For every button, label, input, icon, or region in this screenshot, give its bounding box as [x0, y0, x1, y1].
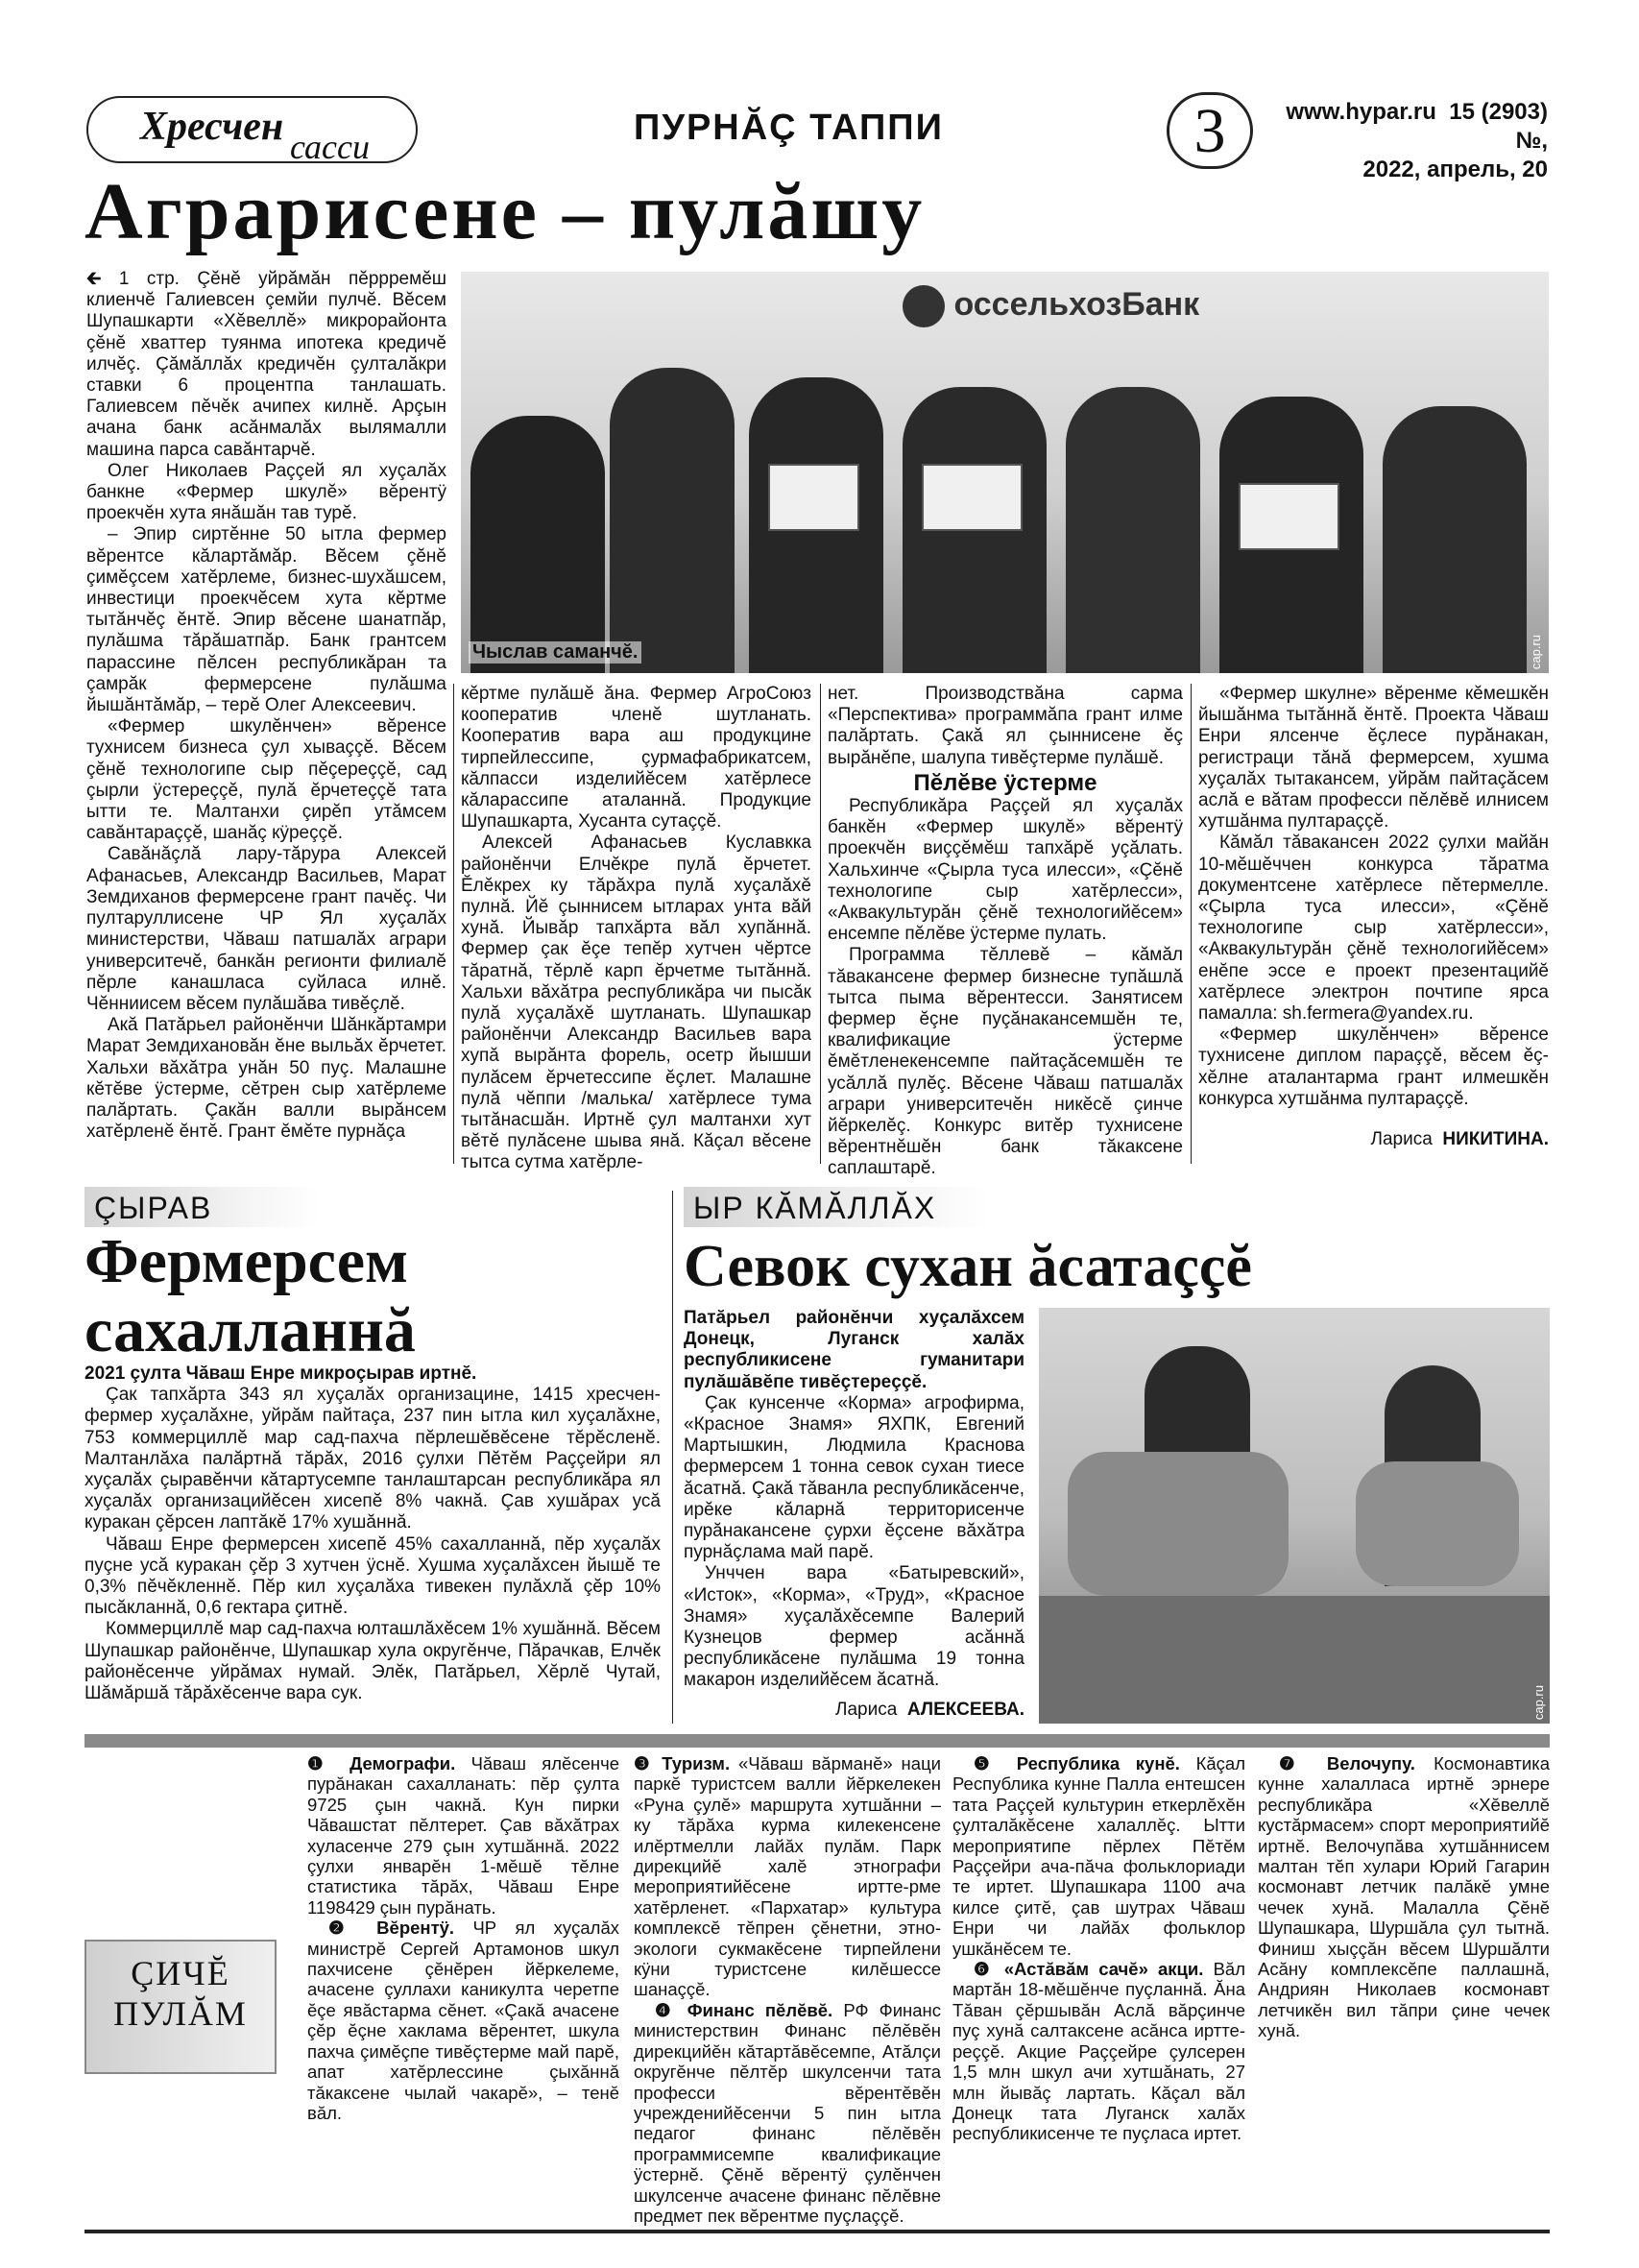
bank-logo-icon: [903, 285, 945, 327]
list-item: ❷ Вĕрентÿ. ЧР ял хуçалăх министрĕ Сергей Артамонов шкул пахчисене çĕнĕрен йĕркелеме, ачасене çуллахи каникулта черетпе ĕçе явăстарма сĕнет. «Çакă ачасене çĕр ĕçне хаклама вĕрентет, шкула пахча çимĕçпе тивĕçтерме май парĕ, апат хатĕрлессине çыхăннă тăкаксене чылай чакарĕ», – тенĕ вăл.: [307, 1918, 620, 2123]
article3-rubric: ЫР КĂМĂЛЛĂХ: [684, 1187, 991, 1227]
section-divider: [84, 1734, 1550, 1748]
bottom-rule: [84, 2230, 1550, 2233]
person-silhouette: [1066, 387, 1200, 673]
list-item: ❸ Туризм. «Чăваш вăрманĕ» наци паркĕ туристсем валли йĕркелекен «Руна çулĕ» маршрута хутшăнни – ку тăрăха курма килекенсене илĕртмелли лайăх пулăм. Парк дирекцийĕ халĕ этнографи мероприятийĕсене иртте-рме хатĕрленет. «Пархатар» культура комплексĕ тĕпрен çĕнетни, этно-экологи сукмакĕсене тирпейлени кÿни туристсене килĕшессе шанаççĕ.: [634, 1753, 941, 2000]
certificate: [1239, 483, 1339, 550]
person-silhouette: [1383, 406, 1527, 673]
issue-number: 15 (2903) №,: [1449, 99, 1548, 154]
column-rule: [672, 1191, 673, 1724]
article1-p2: Олег Николаев Раççей ял хуçалăх банкне «Фермер шкулĕ» вĕрентÿ проекчĕн хута янăшăн тав турĕ.: [86, 460, 446, 524]
pulse-col2: [634, 1753, 941, 2224]
article2-lead: 2021 çулта Чăваш Енре микроçырав иртнĕ.: [84, 1363, 477, 1384]
article1-signature: Лариса НИКИТИНА.: [1370, 1129, 1549, 1150]
arrow-left-icon: 🡰: [86, 269, 119, 289]
masthead-logo: [86, 96, 418, 166]
photo-caption: Чыслав саманчĕ.: [469, 641, 641, 664]
page-number: 3: [1167, 92, 1253, 169]
site-url: www.hypar.ru: [1286, 99, 1436, 125]
section-title: ПУРНĂÇ ТАППИ: [634, 108, 944, 148]
column-rule: [453, 684, 454, 1164]
article3-title: Севок сухан ăсатаççĕ: [684, 1234, 1252, 1299]
article2-rubric: ÇЫРАВ: [84, 1187, 320, 1227]
article1-p1: 🡰 1 стр. Çĕнĕ уйрăмăн пĕррремĕш клиенчĕ Галиевсен çемйи пулчĕ. Вĕсем Шупашкарти «Хĕвеллĕ» микрорайонта çĕнĕ хваттер туянма ипотека кредичĕ илчĕç. Çăмăллăх кредичĕн çулталăкри ставки 6 процентпа танлашать. Галиевсем пĕчĕк ачипех килнĕ. Арçын ачана банк асăнмалăх вылямалли машина парса савăнтарчĕ.: [86, 269, 447, 460]
issue-date: 2022, апрель, 20: [1362, 157, 1548, 182]
column-rule: [820, 684, 821, 1164]
article1-photo: [461, 272, 1549, 673]
certificate: [768, 464, 859, 531]
article2-body: 2021 çулта Чăваш Енре микроçырав иртнĕ. Çак тапхăрта 343 ял хуçалăх организацине, 1415 хресчен-фермер хуçалăхне, уйрăм пайтаçа, 237 пин ытла кил хуçалăхне, 753 коммерциллĕ мар сад-пахча пĕрлешĕвĕсене тĕрĕсленĕ. Малтанлăха палăртнă тăрăх, 2016 çулхи Пĕтĕм Раççейри ял хуçалăх çыравĕнчи кăтартусемпе танлаштарсан республикăра ял хуçалăх организацийĕсен хисепĕ 8% чакнă. Çав хушăрах усă куракан çĕрсен лаптăкĕ 17% хушăннă. Чăваш Енре фермерсен хисепĕ 45% сахалланнă, пĕр хуçалăх пуçне усă куракан çĕр 3 хутчен ÿснĕ. Хушма хуçалăхсен йышĕ те 0,3% пĕчĕкленнĕ. Пĕр кил хуçалăха тивекен пулăхлă çĕр 10% пысăкланнă, 0,6 гектара çитнĕ. Коммерциллĕ мар сад-пахча юлташлăхĕсем 1% хушăннă. Вĕсем Шупашкар районĕнче, Шупашкар хула округĕнче, Пăрачкав, Елчĕк районĕсенче уйрăмах нумай. Элĕк, Патăрьел, Хĕрлĕ Чутай, Шăмăршă тăрăхĕсенче вара сук.: [84, 1363, 661, 1704]
article1-p6: Акă Патăрьел районĕнчи Шăнкăртамри Марат Земдихановăн ĕне выльăх ĕрчетет. Хальхи вăхăтра унăн 50 пуç. Малашне кĕтĕве ÿстерме, сĕтрен сыр хатĕрлеме палăртать. Çакăн валли вырăнсем хатĕрленĕ ĕнтĕ. Грант ĕмĕте пурнăçа: [86, 1015, 446, 1143]
logo-main: Хресчен: [140, 105, 284, 149]
list-item: ❻ «Астăвăм сачĕ» акци. Вăл мартăн 18-мĕшĕнче пуçланнă. Ăна Тăван çĕршывăн Аслă вăрçинче пуç хунă салтаксене асăнса иртте-реççĕ. Акцие Раççейре çулсерен 1,5 млн шкул ачи хутшăнать, 27 млн йывăç лартать. Кăçал вăл Донецк тата Луганск халăх республикисенче те пуçласа иртет.: [952, 1959, 1245, 2144]
pulse-col4: [1258, 1753, 1550, 2224]
article3-body: Патăрьел районĕнчи хуçалăхсем Донецк, Луганск халăх республикисене гуманитари пулăшăвĕпе тивĕçтереççĕ. Çак кунсенче «Корма» агрофирма, «Красное Знамя» ЯХПК, Евгений Мартышкин, Людмила Краснова фермерсем 1 тонна севок сухан тиесе ăсатнă. Çакă тăванла республикăсенче, ирĕке кăларнă территорисенче пурăнакансене çурхи ĕçсене вăхăтра пурнăçлама май парĕ. Унччен вара «Батыревский», «Исток», «Корма», «Труд», «Красное Знамя» хуçалăхĕсемпе Валерий Кузнецов фермер асăннă республикăсене пулăшма 19 тонна макарон изделийĕсем ăсатнă. Лариса АЛЕКСЕЕВА.: [684, 1308, 1024, 1720]
onion-sacks-floor: [1039, 1596, 1550, 1724]
onion-sack: [1356, 1461, 1519, 1586]
list-item: ❹ Финанс пĕлĕвĕ. РФ Финанс министерствин Финанс пĕлĕвĕн дирекцийĕн кăтартăвĕсемпе, Атăлçи округĕнче пĕлтĕр шкулсенчи тата професси вĕрентĕвĕн учрежденийĕсенчи 5 пин ытла педагог финанс пĕлĕвĕн программисемпе квалификацие ÿстернĕ. Çĕнĕ вĕрентÿ çулĕнчен шкулсенче ачасене финанс пĕлĕвне предмет пек вĕрентме пуçлаççĕ.: [634, 1999, 942, 2226]
list-item: ❺ Республика кунĕ. Кăçал Республика кунне Палла ентешсен тата Раççей культурин еткерлĕхĕн çулталăкĕсене халаллĕç. Ытти мероприятипе пĕрлех Пĕтĕм Раççейри ача-пăча фольклориади те иртет. Шупашкара 1100 ача килсе çитĕ, çав шутрах Чăваш Енри чи лайăх фольклор ушкăнĕсем те.: [952, 1753, 1246, 1959]
person-silhouette: [610, 368, 735, 673]
list-item: ❼ Велочупу. Космонавтика кунне халалласа иртнĕ эрнере республикăра «Хĕвеллĕ кустăрмасем» спорт мероприятийĕ иртнĕ. Велочупăва хутшăннисем малтан тĕп хулари Юрий Гагарин космонавт летчик палăкĕ умне чечек хунă. Малалла Çĕнĕ Шупашкара, Шуршăла çул тытнă. Финиш хыççăн вĕсем Шуршăлти Асăну комплексĕпе паллашнă, Андриян Николаев космонавт летчикĕн вил тăпри çине чечек хунă.: [1258, 1753, 1551, 2041]
pulse-rubric-line2: ПУЛĂМ: [113, 1994, 248, 2033]
article1-col3: нет. Производствăна сарма «Перспектива» программăпа грант илме палăртать. Çакă ял çыннисене ĕç вырăнĕпе, шалупа тивĕçтерме пулăшĕ. Пĕлĕве ÿстерме Республикăра Раççей ял хуçалăх банкĕн «Фермер шкулĕ» вĕрентÿ проекчĕн виççĕмĕш тапхăрĕ уçăлать. Хальхинче «Çырла туса илесси», «Çĕнĕ технологипе сыр хатĕрлесси», «Аквакультурăн çĕнĕ технологийĕсем» енсемпе пĕлĕве ÿстерме пулать. Программа тĕллевĕ – кăмăл тăвакансене фермер бизнесне тупăшлă тытса пыма вĕрентесси. Занятисем фермер ĕçне пуçăнакансемшĕн те, квалификацие ÿстерме ĕмĕтленекенсемпе пайтаçăсемшĕн те усăллă пулĕç. Вĕсене Чăваш патшалăх аграри университечĕн никĕсĕ çинче йĕркелĕç. Конкурс витĕр тухнисене вĕрентнĕшĕн банк тăкаксене саплаштарĕ.: [828, 684, 1183, 1179]
header-site-issue: [1269, 98, 1548, 184]
article1-subheading: Пĕлĕве ÿстерме: [913, 769, 1097, 796]
bank-logo: [903, 285, 1199, 327]
certificate: [922, 464, 1023, 531]
article1-title: Аграрисене – пулăшу: [84, 167, 926, 256]
article1-p5: Савăнăçлă лару-тăрура Алексей Афанасьев, Александр Васильев, Марат Земдиханов фермерсене грант пачĕç. Чи пултаруллисене ЧР Ял хуçалăх министерстви, Чăваш патшалăх аграри университечĕ, банкăн регионти филиалĕ пĕрле канашласа суйласа илнĕ. Чĕнниисем вĕсем пулăшăва тивĕçлĕ.: [86, 844, 446, 1014]
article3-lead: Патăрьел районĕнчи хуçалăхсем Донецк, Луганск халăх республикисене гуманитари пулăшăвĕпе тивĕçтереççĕ.: [684, 1308, 1024, 1392]
article1-p4: «Фермер шкулĕнчен» вĕренсе тухнисем бизнеса çул хываççĕ. Вĕсем çĕнĕ технологипе сыр пĕçереççĕ, сад çырли ÿстереççĕ, пулă ĕрчетеççĕ тата ытти те. Малтанхи çирĕп утăмсем савăнтараççĕ, шанăç кÿреççĕ.: [86, 716, 446, 844]
article3-signature: Лариса АЛЕКСЕЕВА.: [834, 1699, 1024, 1720]
logo-sub: сасси: [290, 128, 371, 166]
article3-photo: [1039, 1308, 1550, 1724]
article2-title: Фермерсем сахалланнă: [84, 1226, 416, 1365]
photo-credit: cap.ru: [1531, 1685, 1546, 1721]
pulse-col3: [952, 1753, 1245, 2224]
pulse-rubric: [84, 1940, 277, 2074]
onion-sack: [1068, 1452, 1289, 1596]
person-silhouette: [470, 416, 605, 673]
photo-credit: cap.ru: [1529, 635, 1543, 670]
article1-col2: кĕртме пулăшĕ ăна. Фермер АгроСоюз кооператив членĕ шутланать. Кооператив вара аш продукцине тирпейлессипе, çурмафабрикатсем, кăлпасси изделийĕсем хатĕрлесе кăларассипе аталаннă. Продукцие Шупашкарта, Хусанта сутаççĕ. Алексей Афанасьев Куславкка районĕнчи Елчĕкре пулă ĕрчетет. Ĕлĕкрех ку тăрăхра пулă хуçалăхĕ пулнă. Йĕ çыннисем ытларах унта вăй хунă. Йывăр тапхăрта вăл хупăннă. Фермер çак ĕçе тепĕр хутчен чĕртсе тăратнă, тĕрлĕ карп ĕрчетме тытăннă. Хальхи вăхăтра республикăра чи пысăк пулă хуçалăхĕ шутланать. Шупашкар районĕнчи Александр Васильев вара хупă вырăнта форель, осетр йышши пулăсем ĕрчетессипе ĕçлет. Малашне пулă чĕппи /малька/ хатĕрлесе тума тытăнасшăн. Иртнĕ çул малтанхи хут вĕтĕ пулăсене шыва янă. Кăçал вĕсене тытса сутма хатĕрле-: [461, 684, 811, 1173]
pulse-col1: [307, 1753, 619, 2224]
article1-col1: [86, 269, 446, 1162]
list-item: ❶ Демографи. Чăваш ялĕсенче пурăнакан сахалланать: пĕр çулта 9725 çын чакнă. Кун пирки Чăвашстат пĕлтерет. Çав вăхăтрах хуласенче 279 çын хутшăннă. 2022 çулхи январĕн 1-мĕшĕ тĕлне статистика тăрăх, Чăваш Енре 1198429 çын пурăнать.: [307, 1753, 620, 1918]
bank-logo-text: оссельхозБанк: [953, 285, 1200, 323]
column-rule: [1191, 684, 1192, 1164]
pulse-rubric-line1: ÇИЧĔ: [131, 1954, 230, 1992]
article1-col4: «Фермер шкулне» вĕренме кĕмешкĕн йышăнма тытăннă ĕнтĕ. Проекта Чăваш Енри ялсенче ĕçлесе пурăнакан, регистраци тăнă фермерсем, хушма хуçалăх тытакансем, уйрăм пайтаçăсем аслă е вăтам професси пĕлĕвĕ илнисем хутшăнма пултараççĕ. Кăмăл тăвакансен 2022 çулхи майăн 10-мĕшĕччен конкурса тăратма документсене хатĕрлесе пĕтермелле. «Çырла туса илесси», «Çĕнĕ технологипе сыр хатĕрлесси», «Аквакультурăн çĕнĕ технологийĕсем» енĕпе эссе е проект презентацийĕ хатĕрлесе электрон почтипе ярса памалла: sh.fermera@yandex.ru. «Фермер шкулĕнчен» вĕренсе тухнисене диплом параççĕ, вĕсем ĕç-хĕлне аталантарма грант илмешкĕн конкурса хутшăнма пултараççĕ. Лариса НИКИТИНА.: [1198, 684, 1549, 1150]
article1-p3: – Эпир сиртĕнне 50 ытла фермер вĕрентсе кăлартăмăр. Вĕсем çĕнĕ çимĕçсем хатĕрлеме, бизнес-шухăшсем, инвестици проекчĕсем хута кĕртме тытăнчĕç ĕнтĕ. Эпир вĕсене шанатпăр, пулăшма тăрăшатпăр. Банк грантсем парассине пĕлсен республикăран та çамрăк фермерсене пулăшма йышăнтăмăр, – терĕ Олег Алексеевич.: [86, 524, 446, 716]
